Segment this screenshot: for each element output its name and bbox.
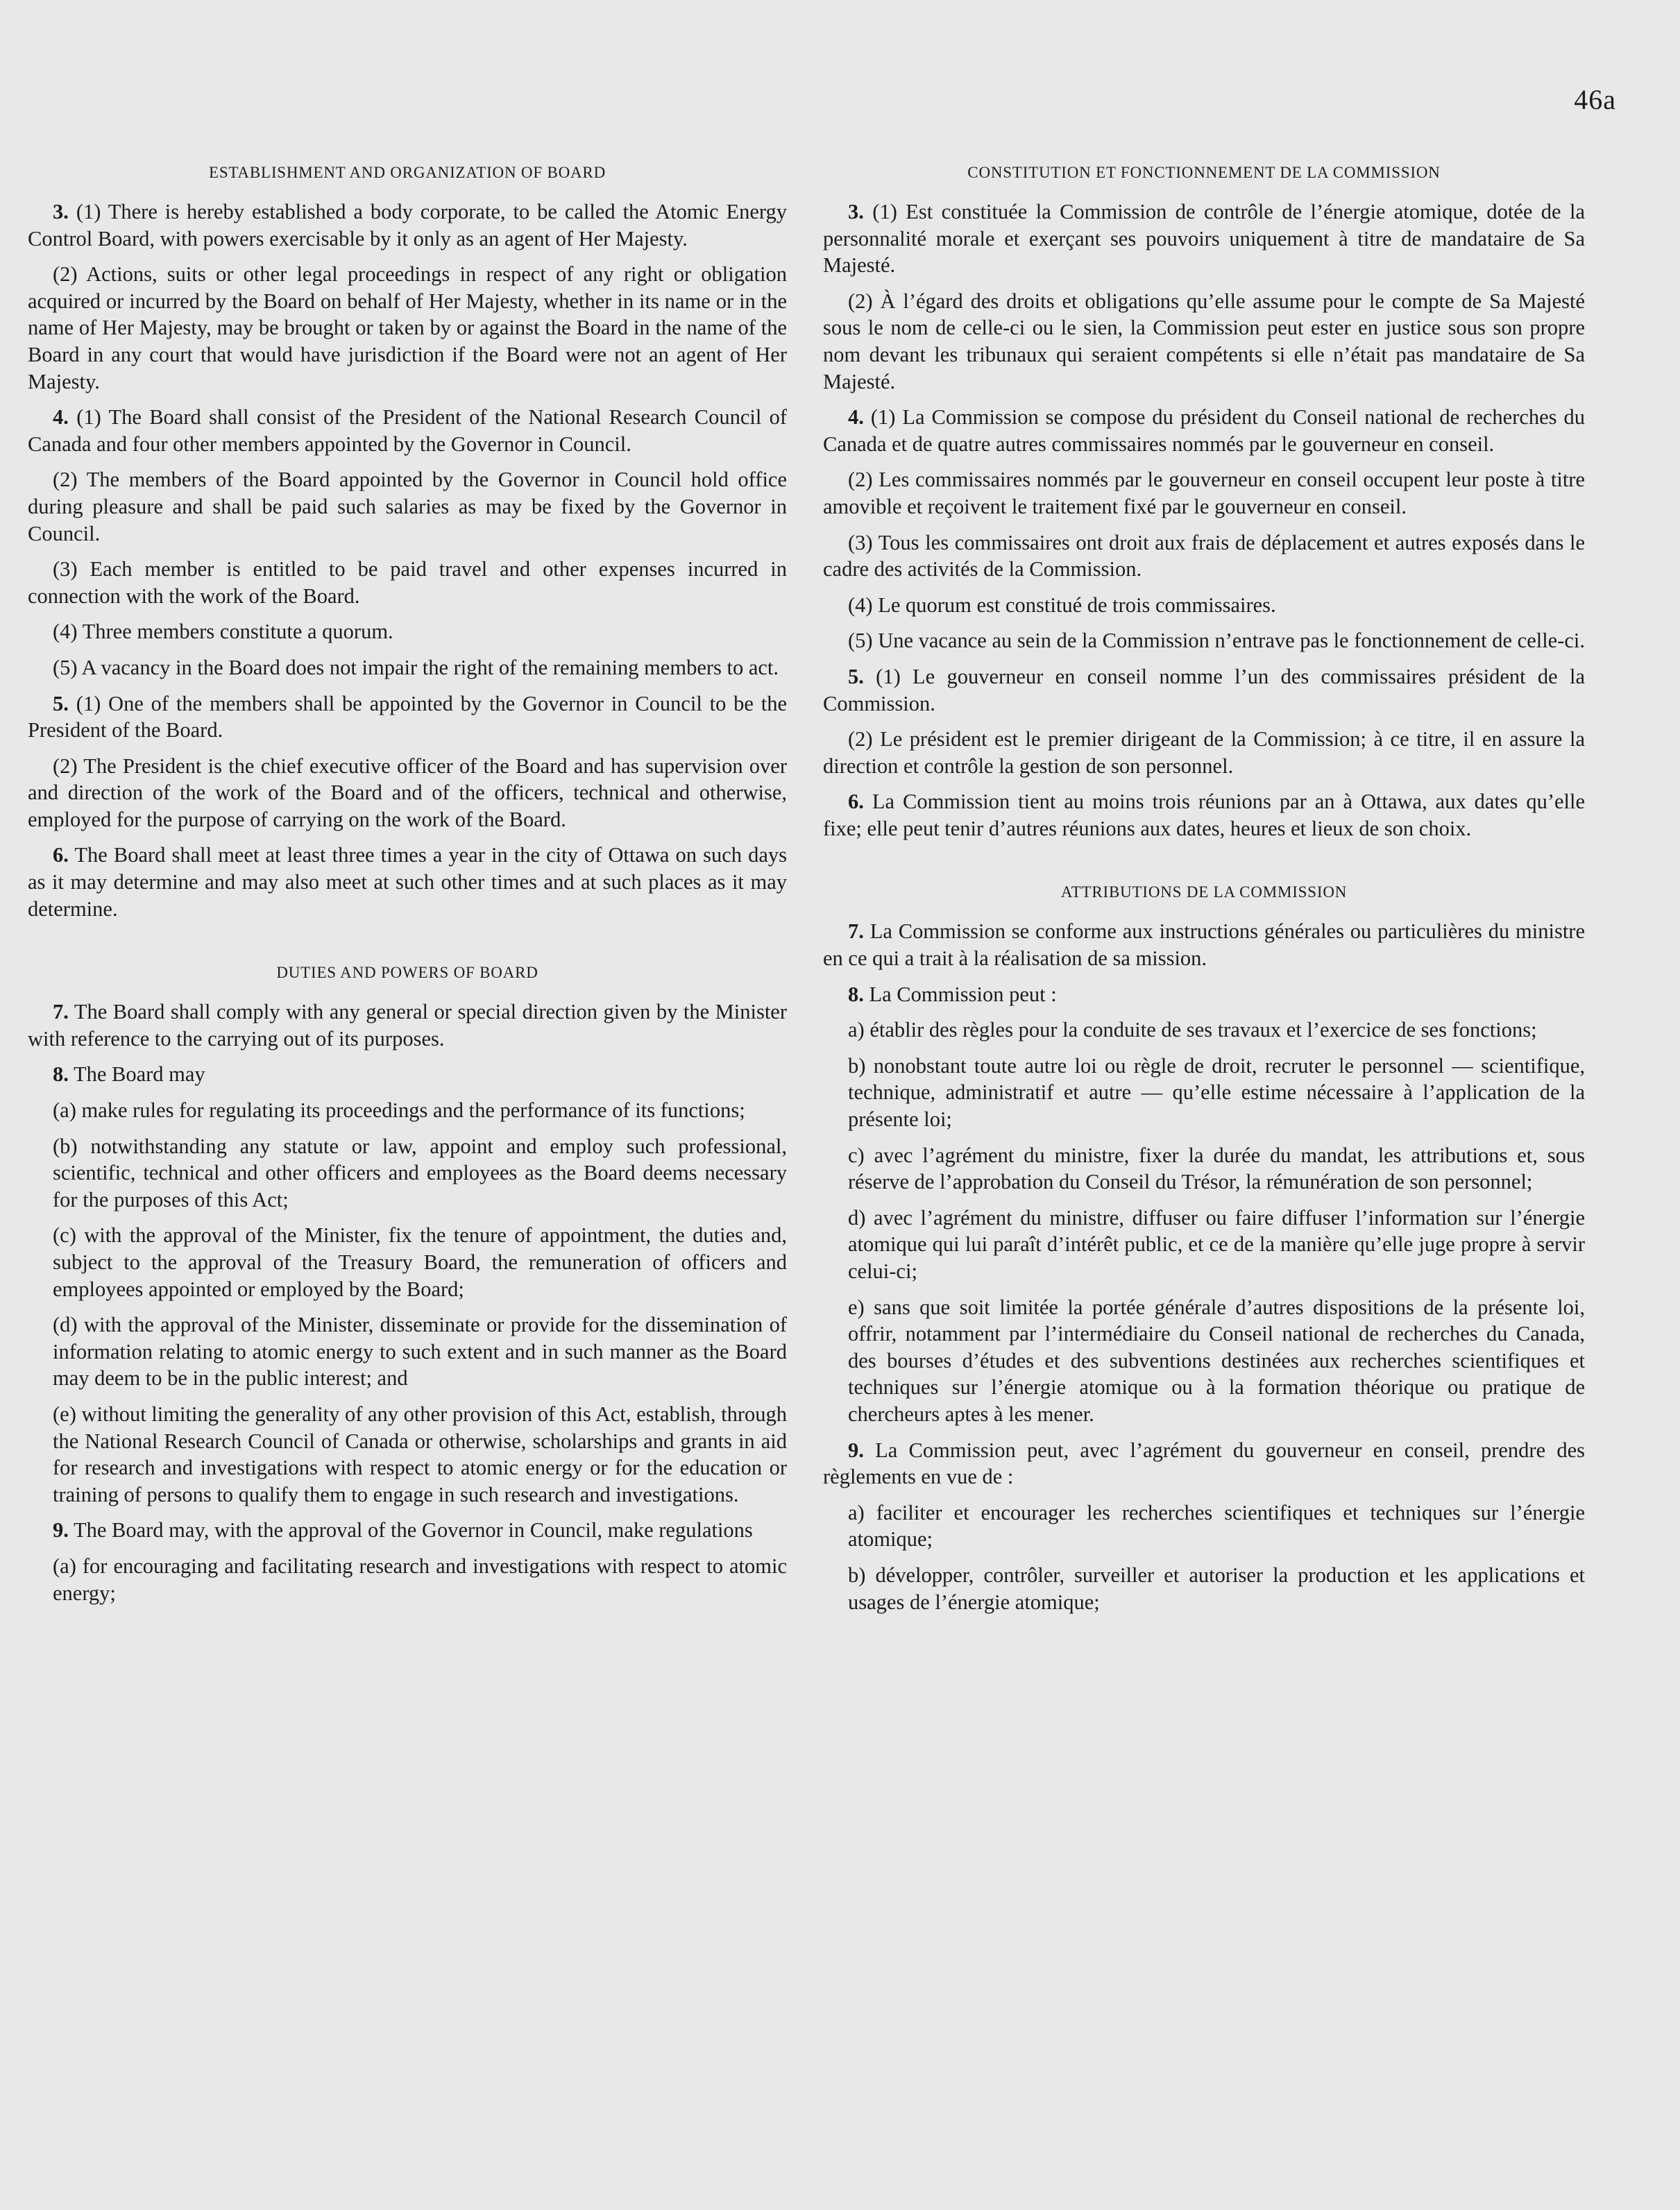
paragraph-text: La Commission peut :	[869, 982, 1057, 1006]
section-4-1	[28, 404, 787, 457]
french-column	[823, 162, 1585, 1624]
paragraph-text: (1) There is hereby established a body corporate, to be called the Atomic Energy Control Board, with powers exercisable by it only as an agent of Her Majesty.	[28, 200, 788, 250]
section-number: 7.	[848, 919, 864, 944]
article-8	[823, 981, 1585, 1008]
section-number: 5.	[848, 664, 864, 688]
paragraph-text: La Commission se conforme aux instructions générales ou particulières du ministre en ce qui a trait à la réalisation de sa mission.	[823, 919, 1585, 971]
section-number: 9.	[848, 1438, 864, 1462]
section-9	[28, 1517, 787, 1544]
english-column	[28, 162, 787, 1615]
page-number: 46a	[1574, 84, 1616, 115]
article-5-1	[823, 663, 1585, 717]
article-6	[823, 788, 1585, 842]
section-number: 9.	[53, 1518, 69, 1542]
paragraph-text: The Board may, with the approval of the Governor in Council, make regulations	[73, 1518, 753, 1542]
section-number: 6.	[848, 790, 864, 814]
section-number: 5.	[53, 691, 69, 715]
section-heading-establishment: ESTABLISHMENT AND ORGANIZATION OF BOARD	[208, 164, 606, 181]
section-4-4: (4) Three members constitute a quorum.	[53, 620, 393, 644]
section-heading-constitution: CONSTITUTION ET FONCTIONNEMENT DE LA COMMISSION	[967, 164, 1441, 181]
article-4-4: (4) Le quorum est constitué de trois commissaires.	[848, 593, 1276, 617]
article-5-2: (2) Le président est le premier dirigeant de la Commission; à ce titre, il en assure la direction et contrôle la gestion de son personnel.	[823, 727, 1585, 778]
article-8-b: b) nonobstant toute autre loi ou règle de droit, recruter le personnel — scientifique, technique, administratif et autre — qu’elle estime nécessaire à l’application de la présente loi;	[848, 1053, 1585, 1132]
section-4-2: (2) The members of the Board appointed by the Governor in Council hold office during pleasure and shall be paid such salaries as may be fixed by the Governor in Council.	[28, 468, 787, 545]
article-3-2: (2) À l’égard des droits et obligations qu’elle assume pour le compte de Sa Majesté sous le nom de celle-ci ou le sien, la Commission peut ester en justice sous son propre nom devant les tribunaux qui seraient compétents si elle n’était pas mandataire de Sa Majesté.	[823, 289, 1585, 393]
section-7	[28, 998, 787, 1052]
section-8	[28, 1061, 787, 1088]
section-number: 4.	[848, 405, 864, 430]
article-8-e: e) sans que soit limitée la portée générale d’autres dispositions de la présente loi, offrir, notamment par l’intermédiaire du Conseil national de recherches du Canada, des bourses d’études et des subventions destinées aux recherches scientifiques et techniques sur l’énergie atomique ou à la formation théorique ou pratique de chercheurs aptes à les mener.	[848, 1295, 1585, 1426]
section-4-3: (3) Each member is entitled to be paid travel and other expenses incurred in connection with the work of the Board.	[28, 557, 787, 608]
section-8-c: (c) with the approval of the Minister, fix the tenure of appointment, the duties and, subject to the approval of the Treasury Board, the remuneration of officers and employees appointed or employed by the Board;	[53, 1223, 787, 1301]
paragraph-text: La Commission peut, avec l’agrément du gouverneur en conseil, prendre des règlements en vue de :	[823, 1438, 1586, 1489]
section-heading-duties: DUTIES AND POWERS OF BOARD	[276, 964, 538, 982]
section-number: 3.	[53, 200, 69, 223]
section-8-a: (a) make rules for regulating its proceedings and the performance of its functions;	[53, 1098, 745, 1123]
section-8-b: (b) notwithstanding any statute or law, appoint and employ such professional, scientific, technical and other officers and employees as the Board deems necessary for the purposes of this Act;	[53, 1134, 787, 1212]
paragraph-text: (1) Est constituée la Commission de contrôle de l’énergie atomique, dotée de la personnalité morale et exerçant ses pouvoirs uniquement à titre de mandataire de Sa Majesté.	[823, 200, 1585, 278]
paragraph-text: The Board shall comply with any general or special direction given by the Minister with reference to the carrying out of its purposes.	[28, 1000, 787, 1051]
section-5-1	[28, 690, 787, 744]
paragraph-text: (1) La Commission se compose du président du Conseil national de recherches du Canada et de quatre autres commissaires nommés par le gouverneur en conseil.	[823, 405, 1586, 456]
paragraph-text: (1) The Board shall consist of the President of the National Research Council of Canada and four other members appointed by the Governor in Council.	[28, 405, 788, 456]
paragraph-text: (1) Le gouverneur en conseil nomme l’un des commissaires président de la Commission.	[823, 664, 1585, 715]
article-4-1	[823, 404, 1585, 457]
section-8-e: (e) without limiting the generality of any other provision of this Act, establish, through the National Research Council of Canada or otherwise, scholarships and grants in aid for research and investigations with respect to atomic energy or for the education or training of persons to qualify them to engage in such research and investigations.	[53, 1402, 787, 1506]
article-8-c: c) avec l’agrément du ministre, fixer la durée du mandat, les attributions et, sous réserve de l’approbation du Conseil du Trésor, la rémunération de son personnel;	[848, 1143, 1585, 1194]
paragraph-text: La Commission tient au moins trois réunions par an à Ottawa, aux dates qu’elle fixe; elle peut tenir d’autres réunions aux dates, heures et lieux de son choix.	[823, 790, 1585, 840]
article-4-5: (5) Une vacance au sein de la Commission n’entrave pas le fonctionnement de celle-ci.	[848, 629, 1586, 653]
section-8-d: (d) with the approval of the Minister, disseminate or provide for the dissemination of information relating to atomic energy to such extent and in such manner as the Board may deem to be in the public interest; and	[53, 1313, 787, 1391]
paragraph-text: (1) One of the members shall be appointed by the Governor in Council to be the President of the Board.	[28, 691, 787, 742]
article-8-d: d) avec l’agrément du ministre, diffuser ou faire diffuser l’information sur l’énergie atomique qui lui paraît d’intérêt public, et ce de la manière qu’elle juge propre à servir celui-ci;	[848, 1205, 1585, 1283]
article-4-3: (3) Tous les commissaires ont droit aux frais de déplacement et autres exposés dans le cadre des activités de la Commission.	[823, 530, 1585, 581]
section-heading-attributions: ATTRIBUTIONS DE LA COMMISSION	[1060, 883, 1348, 901]
paragraph-text: The Board may	[73, 1062, 205, 1087]
section-number: 6.	[53, 843, 69, 867]
article-7	[823, 918, 1585, 971]
paragraph-text: The Board shall meet at least three times a year in the city of Ottawa on such days as it may determine and may also meet at such other times and at such places as it may determine.	[28, 843, 787, 921]
article-3-1	[823, 198, 1585, 279]
section-number: 4.	[53, 405, 69, 430]
section-number: 3.	[848, 200, 864, 223]
section-number: 8.	[848, 982, 864, 1006]
article-8-a: a) établir des règles pour la conduite de ses travaux et l’exercice de ses fonctions;	[848, 1018, 1537, 1042]
section-number: 7.	[53, 1000, 69, 1024]
article-9-a: a) faciliter et encourager les recherches scientifiques et techniques sur l’énergie atomique;	[848, 1500, 1585, 1552]
section-5-2: (2) The President is the chief executive officer of the Board and has supervision over and direction of the work of the Board and of the officers, technical and otherwise, employed for the purpose of carrying on the work of the Board.	[28, 754, 787, 831]
article-4-2: (2) Les commissaires nommés par le gouverneur en conseil occupent leur poste à titre amovible et reçoivent le traitement fixé par le gouverneur en conseil.	[823, 468, 1585, 518]
article-9-b: b) développer, contrôler, surveiller et autoriser la production et les applications et usages de l’énergie atomique;	[848, 1563, 1585, 1614]
section-4-5: (5) A vacancy in the Board does not impair the right of the remaining members to act.	[53, 655, 779, 679]
article-9	[823, 1437, 1585, 1490]
section-6	[28, 842, 787, 922]
section-3-2: (2) Actions, suits or other legal proceedings in respect of any right or obligation acquired or incurred by the Board on behalf of Her Majesty, whether in its name or in the name of Her Majesty, may be brought or taken by or against the Board in the name of the Board in any court that would have jurisdiction if the Board were not an agent of Her Majesty.	[28, 262, 787, 393]
section-9-a: (a) for encouraging and facilitating research and investigations with respect to atomic energy;	[53, 1554, 787, 1605]
section-number: 8.	[53, 1062, 69, 1087]
section-3-1	[28, 198, 787, 252]
